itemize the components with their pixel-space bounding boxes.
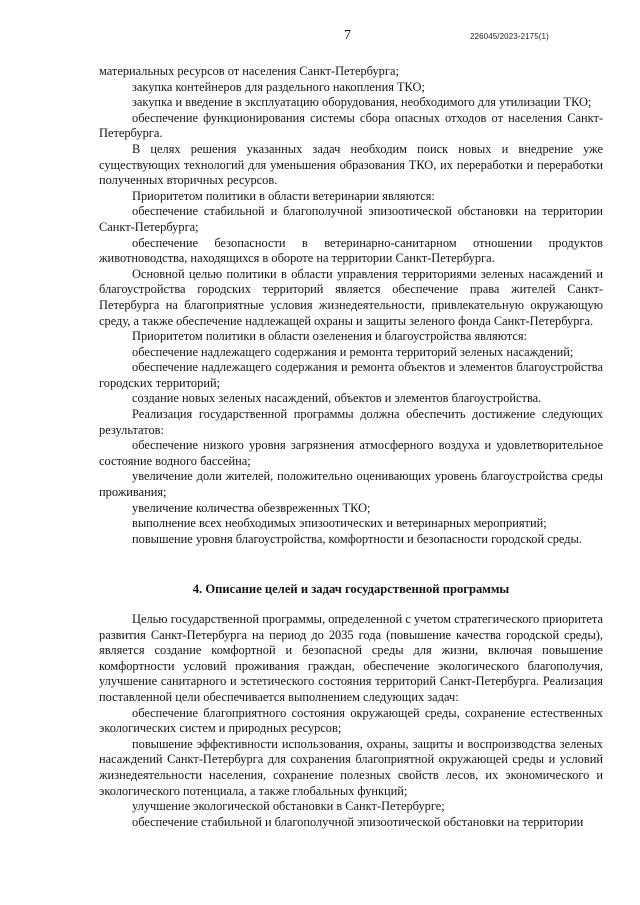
paragraph: обеспечение безопасности в ветеринарно-санитарном отношении продуктов животноводства, находящихся в обороте на территории Санкт-Петербурга. xyxy=(99,235,603,266)
paragraph: обеспечение надлежащего содержания и ремонта объектов и элементов благоустройства городских территорий; xyxy=(99,360,603,390)
paragraph: создание новых зеленых насаждений, объектов и элементов благоустройства. xyxy=(132,391,542,406)
body-text-top xyxy=(99,64,603,547)
paragraph: обеспечение надлежащего содержания и ремонта территорий зеленых насаждений; xyxy=(132,344,574,359)
section-heading: 4. Описание целей и задач государственной программы xyxy=(192,582,510,596)
page-number: 7 xyxy=(344,28,351,43)
paragraph: В целях решения указанных задач необходим поиск новых и внедрение уже существующих технологий для уменьшения образования ТКО, их переработки и переработки полученных вторичных ресурсов. xyxy=(99,141,603,188)
paragraph: улучшение экологической обстановки в Санкт-Петербурге; xyxy=(132,799,445,814)
paragraph: материальных ресурсов от населения Санкт-Петербурга; xyxy=(99,64,399,78)
paragraph: Целью государственной программы, определенной с учетом стратегического приоритета развития Санкт-Петербурга на период до 2035 года (повышение качества городской среды), является создание комфортной и безопасной среды для жизни, включая повышение комфортности условий проживания граждан, обеспечение экологического благополучия, улучшение санитарного и эстетического состояния территорий Санкт-Петербурга. Реализация поставленной цели обеспечивается выполнением следующих задач: xyxy=(99,612,603,704)
paragraph: обеспечение стабильной и благополучной эпизоотической обстановки на территории xyxy=(132,814,584,829)
paragraph: увеличение доли жителей, положительно оценивающих уровень благоустройства среды проживания; xyxy=(99,469,603,500)
paragraph: обеспечение функционирования системы сбора опасных отходов от населения Санкт-Петербурга. xyxy=(99,110,603,141)
paragraph: Основной целью политики в области управления территориями зеленых насаждений и благоустройства городских территорий является обеспечение права жителей Санкт-Петербурга на благоприятные условия жизнедеятельности, привлекательную окружающую среду, а также обеспечение надлежащей охраны и защиты зеленого фонда Санкт-Петербурга. xyxy=(99,266,603,328)
paragraph: увеличение количества обезвреженных ТКО; xyxy=(132,500,371,515)
paragraph: обеспечение стабильной и благополучной эпизоотической обстановки на территории Санкт-Петербурга; xyxy=(99,204,603,234)
document-id: 226045/2023-2175(1) xyxy=(470,32,549,41)
paragraph: обеспечение низкого уровня загрязнения атмосферного воздуха и удовлетворительное состояние водного бассейна; xyxy=(99,438,603,468)
body-text-bottom xyxy=(99,612,603,830)
paragraph: повышение уровня благоустройства, комфортности и безопасности городской среды. xyxy=(132,531,582,546)
paragraph: закупка контейнеров для раздельного накопления ТКО; xyxy=(132,79,425,94)
paragraph: обеспечение благоприятного состояния окружающей среды, сохранение естественных экологических систем и природных ресурсов; xyxy=(99,705,603,736)
paragraph: закупка и введение в эксплуатацию оборудования, необходимого для утилизации ТКО; xyxy=(132,95,592,110)
paragraph: Приоритетом политики в области озеленения и благоустройства являются: xyxy=(132,329,528,344)
paragraph: выполнение всех необходимых эпизоотических и ветеринарных мероприятий; xyxy=(132,516,547,531)
paragraph: Реализация государственной программы должна обеспечить достижение следующих результатов: xyxy=(99,407,603,437)
paragraph: повышение эффективности использования, охраны, защиты и воспроизводства зеленых насаждений Санкт-Петербурга для сохранения благоприятной окружающей среды и условий жизнедеятельности населения, сохранение полезных свойств лесов, их экономического и экологического потенциала, а также глобальных функций; xyxy=(99,736,603,798)
paragraph: Приоритетом политики в области ветеринарии являются: xyxy=(132,188,435,203)
